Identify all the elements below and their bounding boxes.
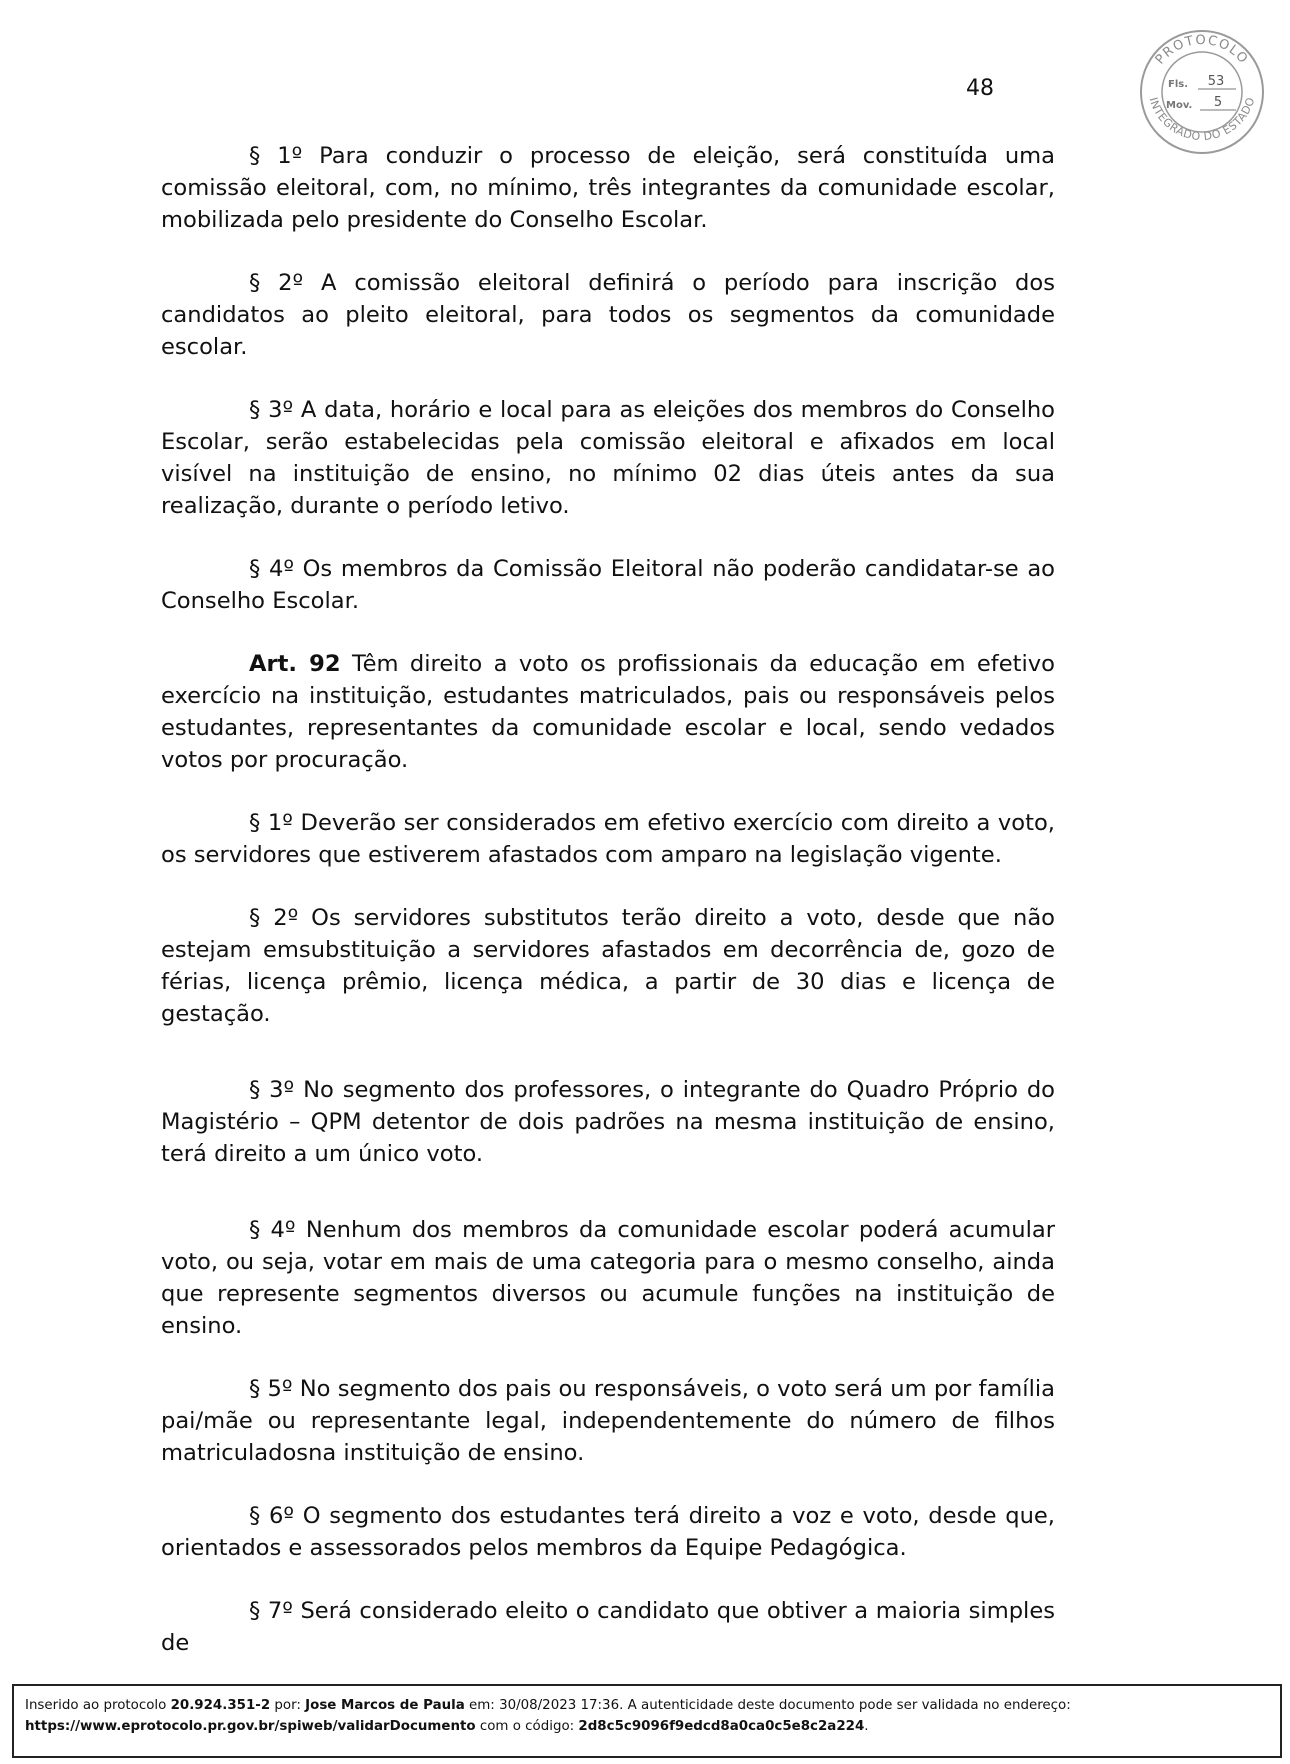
paragraph-10: § 5º No segmento dos pais ou responsáveis, o voto será um por família pai/mãe ou representante legal, independentemente do número de filhos matriculadosna instituição de ensino.	[161, 1376, 1055, 1466]
paragraph-12: § 7º Será considerado eleito o candidato que obtiver a maioria simples de	[161, 1598, 1055, 1656]
footer-text: Inserido ao protocolo	[25, 1698, 171, 1713]
paragraph-1: § 1º Para conduzir o processo de eleição, será constituída uma comissão eleitoral, com, no mínimo, três integrantes da comunidade escolar, mobilizada pelo presidente do Conselho Escolar.	[161, 143, 1055, 233]
article-label: Art. 92	[249, 651, 341, 677]
footer-text: em: 30/08/2023 17:36. A autenticidade deste documento pode ser validada no endereço:	[464, 1698, 1071, 1713]
authentication-footer	[12, 1684, 1282, 1758]
paragraph-4: § 4º Os membros da Comissão Eleitoral não poderão candidatar-se ao Conselho Escolar.	[161, 556, 1055, 614]
page-number: 48	[966, 76, 994, 101]
stamp-top-text: PROTOCOLO	[1152, 32, 1252, 68]
paragraph-9: § 4º Nenhum dos membros da comunidade escolar poderá acumular voto, ou seja, votar em mais de uma categoria para o mesmo conselho, ainda que represente segmentos diversos ou acumule funções na instituição de ensino.	[161, 1217, 1055, 1339]
stamp-mov-label: Mov.	[1166, 100, 1193, 111]
footer-protocol-number: 20.924.351-2	[170, 1698, 271, 1713]
footer-text: por:	[270, 1698, 306, 1713]
footer-author: Jose Marcos de Paula	[305, 1698, 465, 1713]
paragraph-6: § 1º Deverão ser considerados em efetivo exercício com direito a voto, os servidores que estiverem afastados com amparo na legislação vigente.	[161, 810, 1055, 868]
footer-text: .	[864, 1719, 869, 1734]
paragraph-3: § 3º A data, horário e local para as eleições dos membros do Conselho Escolar, serão estabelecidas pela comissão eleitoral e afixados em local visível na instituição de ensino, no mínimo 02 dias úteis antes da sua realização, durante o período letivo.	[161, 397, 1055, 519]
protocol-stamp-seal	[1138, 28, 1266, 156]
stamp-mov-value: 5	[1213, 95, 1223, 110]
footer-validation-url[interactable]: https://www.eprotocolo.pr.gov.br/spiweb/validarDocumento	[25, 1719, 476, 1734]
stamp-bottom-text: INTEGRADO DO ESTADO	[1146, 95, 1258, 144]
article-92-text: Têm direito a voto os profissionais da educação em efetivo exercício na instituição, estudantes matriculados, pais ou responsáveis pelos estudantes, representantes da comunidade escolar e local, sendo vedados votos por procuração.	[161, 651, 1055, 773]
paragraph-11: § 6º O segmento dos estudantes terá direito a voz e voto, desde que, orientados e assessorados pelos membros da Equipe Pedagógica.	[161, 1503, 1055, 1561]
stamp-fls-label: Fls.	[1168, 79, 1189, 90]
paragraph-8: § 3º No segmento dos professores, o integrante do Quadro Próprio do Magistério – QPM detentor de dois padrões na mesma instituição de ensino, terá direito a um único voto.	[161, 1077, 1055, 1167]
stamp-fls-value: 53	[1207, 74, 1225, 89]
paragraph-2: § 2º A comissão eleitoral definirá o período para inscrição dos candidatos ao pleito eleitoral, para todos os segmentos da comunidade escolar.	[161, 270, 1055, 360]
paragraph-7: § 2º Os servidores substitutos terão direito a voto, desde que não estejam emsubstituição a servidores afastados em decorrência de, gozo de férias, licença prêmio, licença médica, a partir de 30 dias e licença de gestação.	[161, 905, 1055, 1027]
footer-validation-code: 2d8c5c9096f9edcd8a0ca0c5e8c2a224	[578, 1719, 865, 1734]
article-92-paragraph	[161, 648, 1055, 776]
document-body	[161, 140, 1055, 1659]
protocol-stamp	[1138, 28, 1266, 156]
footer-text: com o código:	[475, 1719, 579, 1734]
